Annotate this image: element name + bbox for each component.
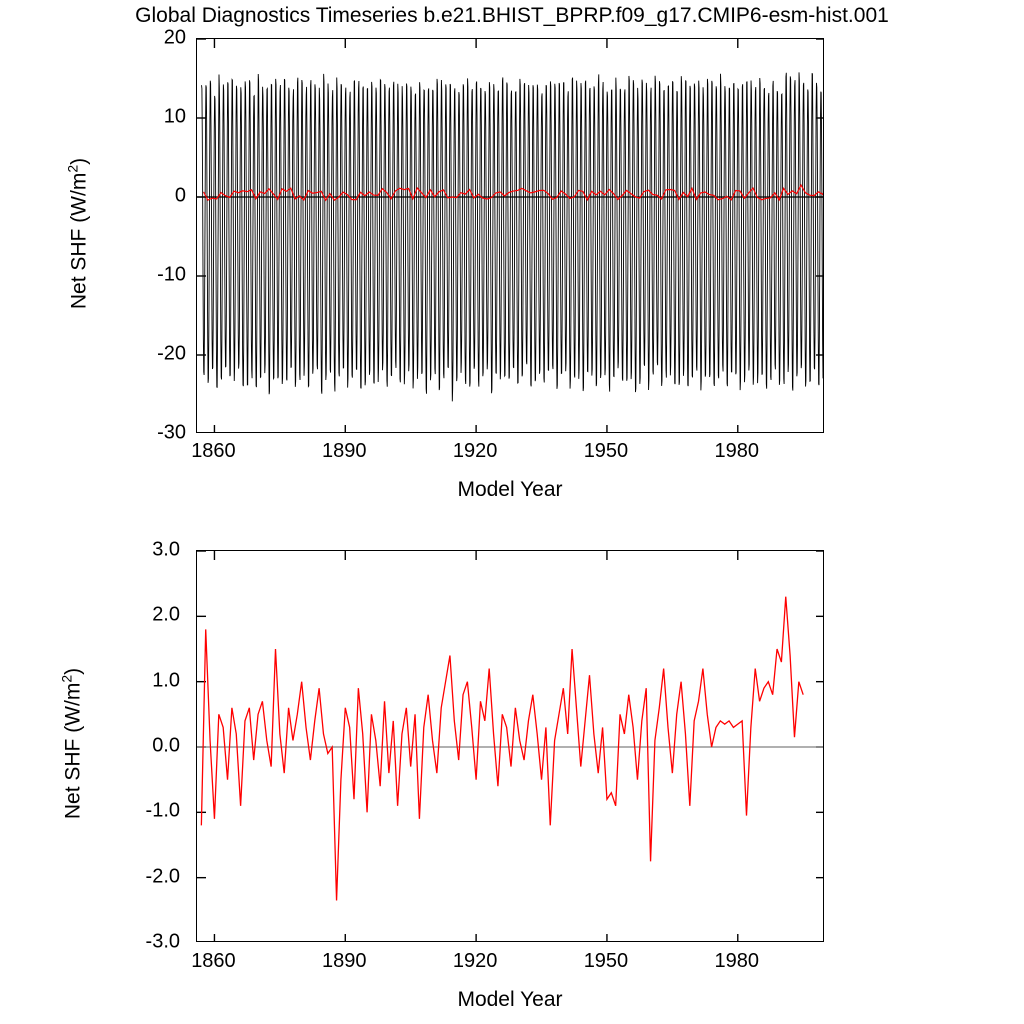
y-tick-label: -3.0 <box>145 930 180 953</box>
x-tick-label: 1920 <box>452 440 498 462</box>
x-tick-label: 1890 <box>322 950 367 972</box>
x-axis-title-bottom: Model Year <box>457 988 563 1011</box>
chart-panel-bottom <box>0 520 1024 1024</box>
y-tick-label: 0.0 <box>152 734 180 757</box>
y-tick-label: -20 <box>157 342 186 365</box>
x-tick-label: 1860 <box>191 950 236 972</box>
y-axis-title-tail-bottom: ) <box>61 667 85 675</box>
x-axis-ticks-bottom <box>191 950 824 980</box>
x-tick-label: 1980 <box>714 440 760 462</box>
x-tick-label: 1950 <box>583 440 629 462</box>
y-axis-title-base-bottom: Net SHF (W/m <box>61 682 85 820</box>
y-axis-title-bottom <box>59 634 86 854</box>
y-tick-label: -10 <box>157 263 186 286</box>
y-axis-title-sup-bottom: 2 <box>58 674 75 683</box>
chart-panel-top <box>0 26 1024 510</box>
series-canvas-top <box>197 39 824 433</box>
y-axis-title-tail-top: ) <box>67 157 91 165</box>
y-tick-label: -30 <box>157 421 186 444</box>
page-title: Global Diagnostics Timeseries b.e21.BHIST_BPRP.f09_g17.CMIP6-esm-hist.001 <box>135 4 889 27</box>
y-tick-label: -2.0 <box>145 865 180 888</box>
y-axis-title-sup-top: 2 <box>64 164 81 173</box>
y-tick-label: 20 <box>163 26 186 49</box>
y-tick-label: 3.0 <box>152 538 180 561</box>
x-tick-label: 1950 <box>583 950 629 972</box>
plot-area-top <box>196 38 824 433</box>
x-axis-title-top: Model Year <box>457 478 563 501</box>
y-tick-label: 0 <box>174 184 186 207</box>
y-axis-ticks-top <box>126 26 186 444</box>
series-canvas-bottom <box>197 551 824 942</box>
y-tick-label: 10 <box>163 105 186 128</box>
plot-area-bottom <box>196 550 824 942</box>
x-tick-label: 1980 <box>714 950 760 972</box>
y-axis-title-top <box>65 124 92 344</box>
y-tick-label: 2.0 <box>152 603 180 626</box>
y-tick-label: -1.0 <box>145 799 180 822</box>
y-tick-label: 1.0 <box>152 669 180 692</box>
y-axis-title-base-top: Net SHF (W/m <box>67 172 91 310</box>
x-tick-label: 1920 <box>452 950 498 972</box>
y-axis-ticks-bottom <box>120 538 180 953</box>
x-axis-ticks-top <box>191 440 824 470</box>
x-tick-label: 1860 <box>191 440 236 462</box>
x-tick-label: 1890 <box>322 440 367 462</box>
